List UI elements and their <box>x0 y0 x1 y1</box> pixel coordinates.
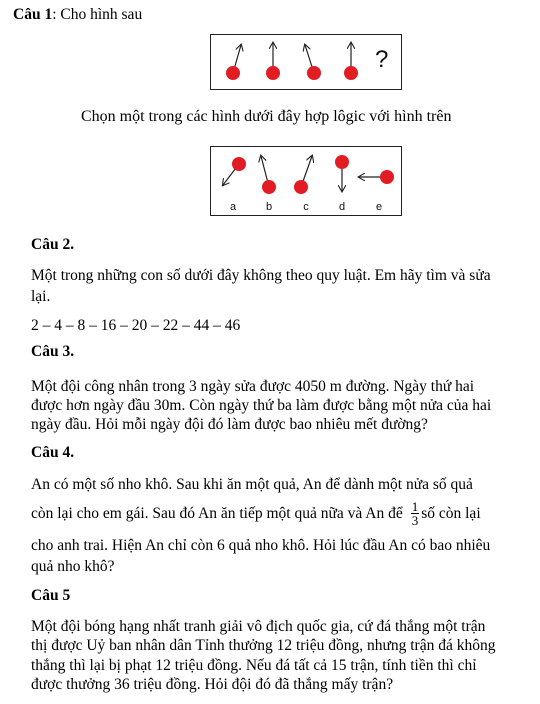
option-b-ball <box>262 180 276 194</box>
ball-1 <box>226 66 240 80</box>
q2-line1: Một trong những con số dưới đây không theo quy luật. Em hãy tìm và sửa <box>31 267 491 284</box>
ball-4 <box>344 66 358 80</box>
q1-title <box>13 5 142 24</box>
q1-heading: Câu 1 <box>13 6 53 23</box>
ball-3 <box>307 66 321 80</box>
q5-line3: thắng thì lại bị phạt 12 triệu đồng. Nếu đá tất cả 15 trận, tính tiền thì chỉ <box>31 657 477 674</box>
option-d-ball <box>335 155 349 169</box>
q2-heading: Câu 2. <box>31 236 75 253</box>
q5-line2: thị được Uỷ ban nhân dân Tỉnh thưởng 12 triệu đồng, nhưng trận đá không <box>31 637 496 654</box>
q3-line1: Một đội công nhân trong 3 ngày sửa được 4050 m đường. Ngày thứ hai <box>31 378 475 395</box>
q5-line1: Một đội bóng hạng nhất tranh giải vô địch quốc gia, cứ đá thắng một trận <box>31 618 486 635</box>
q4-line3: cho anh trai. Hiện An chỉ còn 6 quả nho khô. Hỏi lúc đầu An có bao nhiêu <box>31 537 491 554</box>
fraction-denominator: 3 <box>411 512 419 528</box>
option-e-ball <box>380 170 394 184</box>
q1-instruction: Chọn một trong các hình dưới đây hợp lôgic với hình trên <box>81 108 452 125</box>
sequence-figure <box>210 34 402 90</box>
q4-line2-b: số còn lại <box>421 504 481 522</box>
fraction-numerator: 1 <box>411 498 419 514</box>
options-figure-graphic <box>211 147 401 215</box>
question-mark: ? <box>375 46 389 73</box>
q4-line4: quả nho khô? <box>31 558 115 575</box>
option-a-label: a <box>229 201 237 213</box>
q5-line4: được thưởng 36 triệu đồng. Hỏi đội đó đã thắng mấy trận? <box>31 676 394 693</box>
option-e-label: e <box>375 201 383 213</box>
q3-line2: được hơn ngày đầu 30m. Còn ngày thứ ba làm được bằng một nửa của hai <box>31 397 492 414</box>
q4-line2 <box>31 495 481 531</box>
option-a-ball <box>232 157 246 171</box>
fraction-one-third <box>411 500 420 527</box>
q3-line3: ngày đầu. Hỏi mỗi ngày đội đó làm được bao nhiêu mết đường? <box>31 416 428 433</box>
q4-heading: Câu 4. <box>31 444 75 461</box>
q1-intro: : Cho hình sau <box>52 6 143 23</box>
ball-2 <box>266 66 280 80</box>
option-c-ball <box>294 180 308 194</box>
q4-line1: An có một số nho khô. Sau khi ăn một quả, An để dành một nửa số quả <box>31 476 473 493</box>
q2-line2: lại. <box>31 288 51 305</box>
option-d-label: d <box>338 201 346 213</box>
option-c-label: c <box>303 201 309 213</box>
q4-line2-a: còn lại cho em gái. Sau đó An ăn tiếp một quả nữa và An để <box>31 504 403 522</box>
q5-heading: Câu 5 <box>31 587 71 604</box>
q3-heading: Câu 3. <box>31 343 75 360</box>
options-figure <box>210 146 402 216</box>
sequence-figure-graphic <box>211 35 401 89</box>
option-b-label: b <box>265 201 273 213</box>
q2-sequence: 2 – 4 – 8 – 16 – 20 – 22 – 44 – 46 <box>31 317 241 334</box>
